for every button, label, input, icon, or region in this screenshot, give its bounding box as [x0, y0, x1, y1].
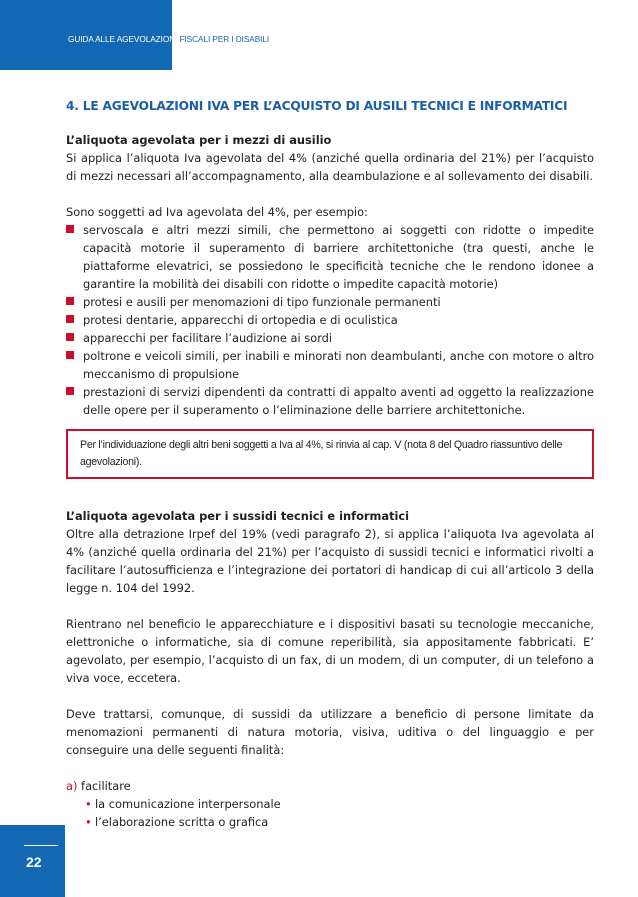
running-header-part1: GUIDA ALLE AGEVOLAZIONI — [68, 34, 178, 44]
header-divider — [172, 45, 174, 54]
square-bullet-icon — [66, 297, 74, 305]
square-bullet-icon — [66, 387, 74, 395]
ausilio-intro: Si applica l’aliquota Iva agevolata del 4% (anziché quella ordinaria del 21%) per l’acquisto di mezzi necessari all’accompagnamento, alla deambulazione e al sollevamento dei disabili. — [66, 151, 594, 183]
square-bullet-icon — [66, 315, 74, 323]
dot-bullet-icon: • — [85, 815, 92, 829]
square-bullet-icon — [66, 225, 74, 233]
square-bullet-icon — [66, 351, 74, 359]
item-a-letter: a) — [66, 779, 78, 793]
sussidi-item-a — [66, 777, 594, 795]
section-title: 4. LE AGEVOLAZIONI IVA PER L’ACQUISTO DI AUSILI TECNICI E INFORMATICI — [66, 99, 568, 113]
page-number-rule — [24, 845, 58, 846]
ausilio-list-intro: Sono soggetti ad Iva agevolata del 4%, per esempio: — [66, 205, 368, 219]
list-item: servoscala e altri mezzi simili, che permettono ai soggetti con ridotte o impedite capacità motorie il superamento di barriere architettoniche (tra questi, anche le piattaforme elevatrici, se possiedono le specificità tecniche che le rendono idonee a garantire la mobilità dei disabili con ridotte o impedite capacità motorie) — [66, 221, 594, 293]
sussidi-paragraph-1: Oltre alla detrazione Irpef del 19% (vedi paragrafo 2), si applica l’aliquota Iva agevolata al 4% (anziché quella ordinaria del 21%) per l’acquisto di sussidi tecnici e informatici rivolti a facilitare l’autosufficienza e l’integrazione dei portatori di handicap di cui all’articolo 3 della legge n. 104 del 1992. — [66, 527, 594, 595]
item-a-text: facilitare — [77, 779, 131, 793]
ausilio-heading: L’aliquota agevolata per i mezzi di ausilio — [66, 133, 332, 147]
sussidi-paragraph-3: Deve trattarsi, comunque, di sussidi da utilizzare a beneficio di persone limitate da menomazioni permanenti di natura motoria, visiva, uditiva o del linguaggio e per conseguire una delle seguenti finalità: — [66, 707, 594, 757]
list-item: prestazioni di servizi dipendenti da contratti di appalto aventi ad oggetto la realizzazione delle opere per il superamento o l’eliminazione delle barriere architettoniche. — [66, 383, 594, 419]
note-box: Per l’individuazione degli altri beni soggetti a Iva al 4%, si rinvia al cap. V (nota 8 del Quadro riassuntivo delle agevolazioni). — [66, 429, 594, 479]
running-header — [68, 34, 269, 44]
sussidi-heading: L’aliquota agevolata per i sussidi tecnici e informatici — [66, 509, 410, 523]
sussidi-paragraph-2: Rientrano nel beneficio le apparecchiature e i dispositivi basati su tecnologie meccaniche, elettroniche o informatiche, sia di comune reperibilità, sia appositamente fabbricati. E’ agevolato, per esempio, l’acquisto di un fax, di un modem, di un computer, di un telefono a viva voce, eccetera. — [66, 617, 594, 685]
list-item: • la comunicazione interpersonale — [85, 797, 281, 811]
list-item: poltrone e veicoli simili, per inabili e minorati non deambulanti, anche con motore o altro meccanismo di propulsione — [66, 347, 594, 383]
sussidi-sub-list — [66, 795, 594, 831]
list-item: • l’elaborazione scritta o grafica — [85, 815, 269, 829]
page-content — [66, 97, 594, 831]
running-header-part2: FISCALI PER I DISABILI — [177, 34, 270, 44]
list-item: protesi dentarie, apparecchi di ortopedia e di oculistica — [66, 311, 594, 329]
square-bullet-icon — [66, 333, 74, 341]
list-item: protesi e ausili per menomazioni di tipo funzionale permanenti — [66, 293, 594, 311]
dot-bullet-icon: • — [85, 797, 92, 811]
page-number: 22 — [26, 854, 42, 870]
ausilio-list — [66, 221, 594, 419]
list-item: apparecchi per facilitare l’audizione ai sordi — [66, 329, 594, 347]
